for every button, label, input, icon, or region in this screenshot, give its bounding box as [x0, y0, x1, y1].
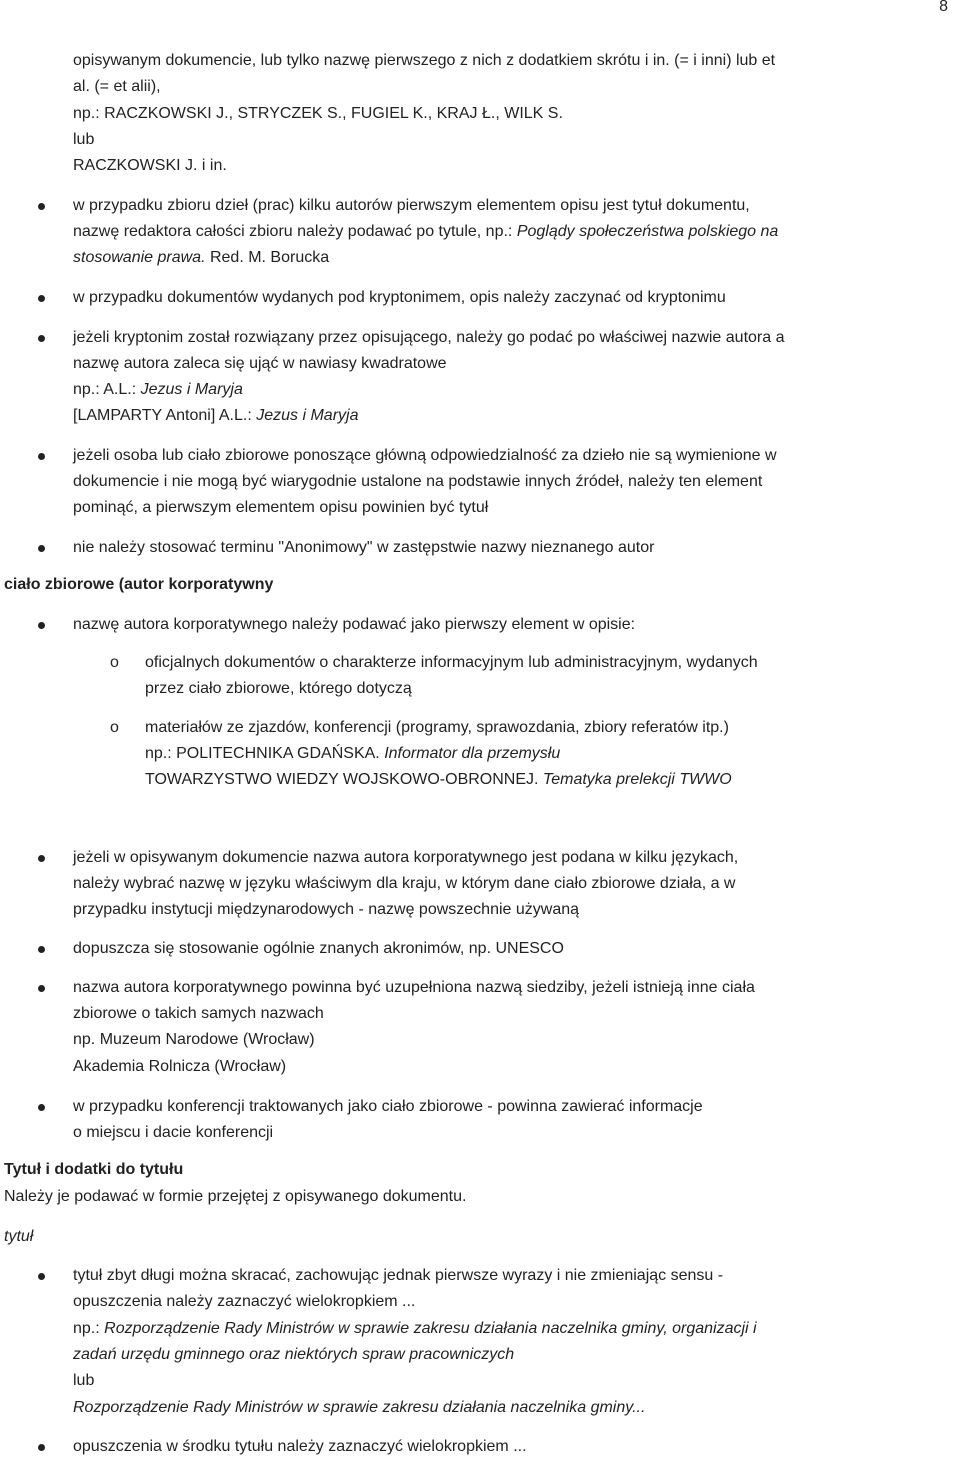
- text-run: [LAMPARTY Antoni] A.L.:: [73, 407, 257, 424]
- page-number: 8: [939, 0, 948, 15]
- text-line: [73, 1319, 757, 1339]
- text-run: w przypadku zbioru dzieł (prac) kilku autorów pierwszym elementem opisu jest tytuł dokumentu,: [73, 197, 750, 214]
- bullet-icon: [38, 855, 45, 862]
- text-line: [73, 498, 488, 518]
- text-line: [73, 222, 778, 242]
- text-line: [73, 472, 762, 492]
- text-line: [73, 978, 755, 998]
- text-run: jeżeli kryptonim został rozwiązany przez opisującego, należy go podać po właściwej nazwie autora a: [73, 329, 785, 346]
- italic-run: Poglądy społeczeństwa polskiego na: [516, 223, 779, 240]
- section-heading: [4, 1160, 183, 1180]
- text-run: np.: A.L.:: [73, 381, 141, 398]
- sub-bullet-icon: o: [110, 719, 119, 736]
- text-line: [145, 744, 560, 764]
- text-run: lub: [73, 131, 95, 148]
- bullet-icon: [38, 1273, 45, 1280]
- text-line: [73, 77, 161, 97]
- italic-run: Jezus i Maryja: [256, 407, 359, 424]
- text-line: [73, 1437, 527, 1457]
- text-run: jeżeli osoba lub ciało zbiorowe ponoszące główną odpowiedzialność za dzieło nie są wymienione w: [73, 447, 777, 464]
- text-line: [73, 130, 94, 150]
- text-run: należy wybrać nazwę w języku właściwym dla kraju, w którym dane ciało zbiorowe działa, a w: [73, 875, 736, 892]
- text-run: Red. M. Borucka: [205, 249, 330, 266]
- text-run: np.: RACZKOWSKI J., STRYCZEK S., FUGIEL K., KRAJ Ł., WILK S.: [73, 105, 563, 122]
- text-line: [73, 156, 227, 176]
- bullet-icon: [38, 203, 45, 210]
- text-run: Należy je podawać w formie przejętej z opisywanego dokumentu.: [4, 1188, 467, 1205]
- text-run: nazwę autora korporatywnego należy podawać jako pierwszy element w opisie:: [73, 616, 636, 633]
- text-line: [73, 538, 654, 558]
- text-line: [73, 1371, 94, 1391]
- text-run: pominąć, a pierwszym elementem opisu powinien być tytuł: [73, 499, 489, 516]
- text-run: np.: POLITECHNIKA GDAŃSKA.: [145, 745, 385, 762]
- text-line: [73, 196, 750, 216]
- italic-run: tytuł: [4, 1228, 34, 1245]
- text-line: [73, 874, 735, 894]
- bullet-icon: [38, 946, 45, 953]
- text-run: w przypadku konferencji traktowanych jako ciało zbiorowe - powinna zawierać informacje: [73, 1098, 703, 1115]
- text-run: TOWARZYSTWO WIEDZY WOJSKOWO-OBRONNEJ.: [145, 771, 543, 788]
- text-run: dokumencie i nie mogą być wiarygodnie ustalone na podstawie innych źródeł, należy ten element: [73, 473, 763, 490]
- section-heading: [4, 575, 273, 595]
- text-run: nazwę autora zaleca się ująć w nawiasy kwadratowe: [73, 355, 447, 372]
- text-run: nie należy stosować terminu "Anonimowy" w zastępstwie nazwy nieznanego autor: [73, 539, 655, 556]
- text-run: lub: [73, 1372, 95, 1389]
- text-line: [73, 848, 738, 868]
- text-run: w przypadku dokumentów wydanych pod kryptonimem, opis należy zaczynać od kryptonimu: [73, 289, 726, 306]
- text-line: [73, 1398, 645, 1418]
- bullet-icon: [38, 622, 45, 629]
- text-line: [4, 1227, 33, 1247]
- text-line: [73, 104, 563, 124]
- bullet-icon: [38, 1104, 45, 1111]
- bullet-icon: [38, 295, 45, 302]
- text-run: ciało zbiorowe (autor korporatywny: [4, 576, 274, 593]
- text-run: Akademia Rolnicza (Wrocław): [73, 1058, 287, 1075]
- text-line: [73, 248, 329, 268]
- text-run: nazwę redaktora całości zbioru należy podawać po tytule, np.:: [73, 223, 517, 240]
- text-line: [73, 939, 564, 959]
- bullet-icon: [38, 335, 45, 342]
- italic-run: Rozporządzenie Rady Ministrów w sprawie zakresu działania naczelnika gminy...: [73, 1399, 646, 1416]
- text-line: [73, 51, 775, 71]
- text-run: o miejscu i dacie konferencji: [73, 1124, 274, 1141]
- text-run: jeżeli w opisywanym dokumencie nazwa autora korporatywnego jest podana w kilku językach,: [73, 849, 739, 866]
- text-line: [73, 1004, 324, 1024]
- text-line: [73, 1292, 415, 1312]
- text-run: opuszczenia należy zaznaczyć wielokropkiem ...: [73, 1293, 416, 1310]
- bullet-icon: [38, 1444, 45, 1451]
- text-line: [73, 900, 579, 920]
- text-line: [73, 1097, 703, 1117]
- text-line: [73, 328, 784, 348]
- text-line: [73, 1057, 286, 1077]
- text-line: [4, 1187, 466, 1207]
- text-line: [145, 679, 412, 699]
- text-line: [145, 770, 732, 790]
- text-line: [73, 446, 777, 466]
- sub-bullet-icon: o: [110, 654, 119, 671]
- text-run: materiałów ze zjazdów, konferencji (programy, sprawozdania, zbiory referatów itp.): [145, 719, 729, 736]
- text-run: np. Muzeum Narodowe (Wrocław): [73, 1031, 315, 1048]
- text-run: RACZKOWSKI J. i in.: [73, 157, 227, 174]
- bullet-icon: [38, 453, 45, 460]
- text-run: opuszczenia w środku tytułu należy zaznaczyć wielokropkiem ...: [73, 1438, 527, 1455]
- text-run: nazwa autora korporatywnego powinna być uzupełniona nazwą siedziby, jeżeli istnieją inne ciała: [73, 979, 755, 996]
- text-run: opisywanym dokumencie, lub tylko nazwę pierwszego z nich z dodatkiem skrótu i in. (= i inni) lub et: [73, 52, 776, 69]
- text-line: [73, 1345, 514, 1365]
- text-line: [73, 1030, 315, 1050]
- bullet-icon: [38, 985, 45, 992]
- text-line: [73, 288, 726, 308]
- text-line: [73, 354, 447, 374]
- text-run: al. (= et alii),: [73, 78, 161, 95]
- text-line: [145, 653, 758, 673]
- text-line: [73, 615, 635, 635]
- text-run: oficjalnych dokumentów o charakterze informacyjnym lub administracyjnym, wydanych: [145, 654, 758, 671]
- text-line: [73, 1266, 723, 1286]
- text-line: [145, 718, 729, 738]
- text-run: tytuł zbyt długi można skracać, zachowując jednak pierwsze wyrazy i nie zmieniając sensu -: [73, 1267, 724, 1284]
- text-run: zbiorowe o takich samych nazwach: [73, 1005, 324, 1022]
- text-run: Tytuł i dodatki do tytułu: [4, 1161, 184, 1178]
- text-run: dopuszcza się stosowanie ogólnie znanych akronimów, np. UNESCO: [73, 940, 564, 957]
- italic-run: zadań urzędu gminnego oraz niektórych spraw pracowniczych: [73, 1346, 515, 1363]
- bullet-icon: [38, 545, 45, 552]
- italic-run: Informator dla przemysłu: [384, 745, 561, 762]
- text-line: [73, 1123, 273, 1143]
- italic-run: Jezus i Maryja: [140, 381, 243, 398]
- text-line: [73, 406, 358, 426]
- italic-run: Tematyka prelekcji TWWO: [542, 771, 732, 788]
- italic-run: stosowanie prawa.: [73, 249, 206, 266]
- text-run: przypadku instytucji międzynarodowych - nazwę powszechnie używaną: [73, 901, 580, 918]
- italic-run: Rozporządzenie Rady Ministrów w sprawie zakresu działania naczelnika gminy, organizacji i: [104, 1320, 757, 1337]
- text-run: przez ciało zbiorowe, którego dotyczą: [145, 680, 412, 697]
- text-line: [73, 380, 243, 400]
- text-run: np.:: [73, 1320, 105, 1337]
